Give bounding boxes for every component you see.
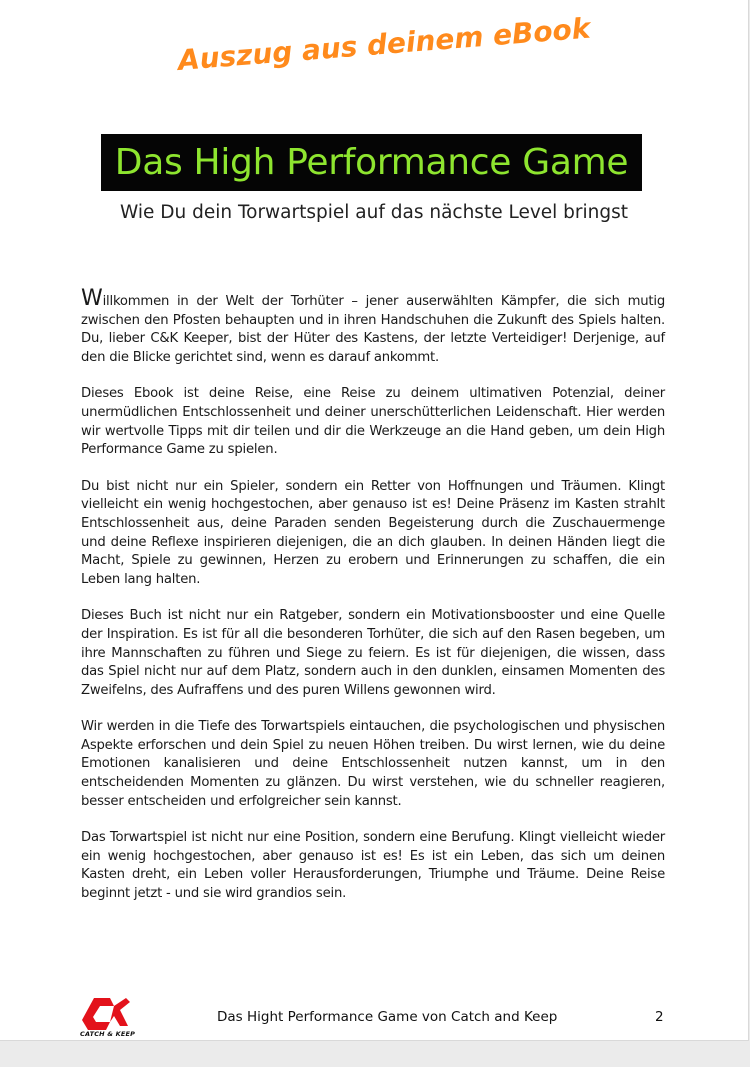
- page-number: 2: [655, 1009, 664, 1025]
- paragraph-1-text: illkommen in der Welt der Torhüter – jener auserwählten Kämpfer, die sich mutig zwischen den Pfosten behaupten und in ihren Handschuhen die Zukunft des Spiels halten. Du, lieber C&K Keeper, bist der Hüter des Kastens, der letzte Verteidiger! Derjenige, auf den die Blicke gerichtet sind, wenn es darauf ankommt.: [81, 294, 665, 365]
- page-title: Das High Performance Game: [114, 142, 629, 183]
- logo-k-shape: [110, 998, 130, 1026]
- paragraph-5: Wir werden in die Tiefe des Torwartspiels eintauchen, die psychologischen und physischen Aspekte erforschen und dein Spiel zu neuen Höhen treiben. Du wirst lernen, wie du deine Emotionen kanalisieren und deine Entschlossenheit nutzen kannst, um in den entscheidenden Momenten zu glänzen. Du wirst verstehen, wie du schneller reagieren, besser entscheiden und erfolgreicher sein kannst.: [81, 719, 665, 809]
- title-box: [101, 134, 642, 191]
- paragraph-3: Du bist nicht nur ein Spieler, sondern ein Retter von Hoffnungen und Träumen. Klingt vielleicht ein wenig hochgestochen, aber genauso ist es! Deine Präsenz im Kasten strahlt Entschlossenheit aus, deine Paraden senden Begeisterung durch die Zuschauermenge und deine Reflexe inspirieren diejenigen, die an dich glauben. In deinen Händen liegt die Macht, Spiele zu gewinnen, Herzen zu erobern und Erinnerungen zu schaffen, die ein Leben lang halten.: [81, 478, 665, 587]
- body-text: [81, 286, 665, 904]
- footer-title: Das Hight Performance Game von Catch and Keep: [217, 1009, 558, 1025]
- logo-c-shape: [82, 998, 114, 1030]
- excerpt-banner: Auszug aus deinem eBook: [176, 11, 592, 77]
- logo-wordmark: CATCH & KEEP: [80, 1030, 136, 1038]
- paragraph-1: [81, 286, 665, 367]
- page-subtitle: Wie Du dein Torwartspiel auf das nächste Level bringst: [119, 202, 629, 223]
- paragraph-2: Dieses Ebook ist deine Reise, eine Reise zu deinem ultimativen Potenzial, deiner unermüdlichen Entschlossenheit und deiner unerschütterlichen Leidenschaft. Hier werden wir wertvolle Tipps mit dir teilen und dir die Werkzeuge an die Hand geben, um dein High Performance Game zu spielen.: [81, 386, 665, 458]
- paragraph-6: Das Torwartspiel ist nicht nur eine Position, sondern eine Berufung. Klingt vielleicht wieder ein wenig hochgestochen, aber genauso ist es! Es ist ein Leben, das sich um deinen Kasten dreht, ein Leben voller Herausforderungen, Triumphe und Träume. Deine Reise beginnt jetzt - und sie wird grandios sein.: [81, 830, 665, 902]
- paragraph-4: Dieses Buch ist nicht nur ein Ratgeber, sondern ein Motivationsbooster und eine Quelle der Inspiration. Es ist für all die besonderen Torhüter, die sich auf den Rasen begeben, um ihre Mannschaften zu führen und Siege zu feiern. Es ist für diejenigen, die wissen, dass das Spiel nicht nur auf dem Platz, sondern auch in den dunklen, einsamen Momenten des Zweifelns, des Aufraffens und des puren Willens gewonnen wird.: [81, 608, 665, 698]
- drop-cap: W: [81, 286, 103, 311]
